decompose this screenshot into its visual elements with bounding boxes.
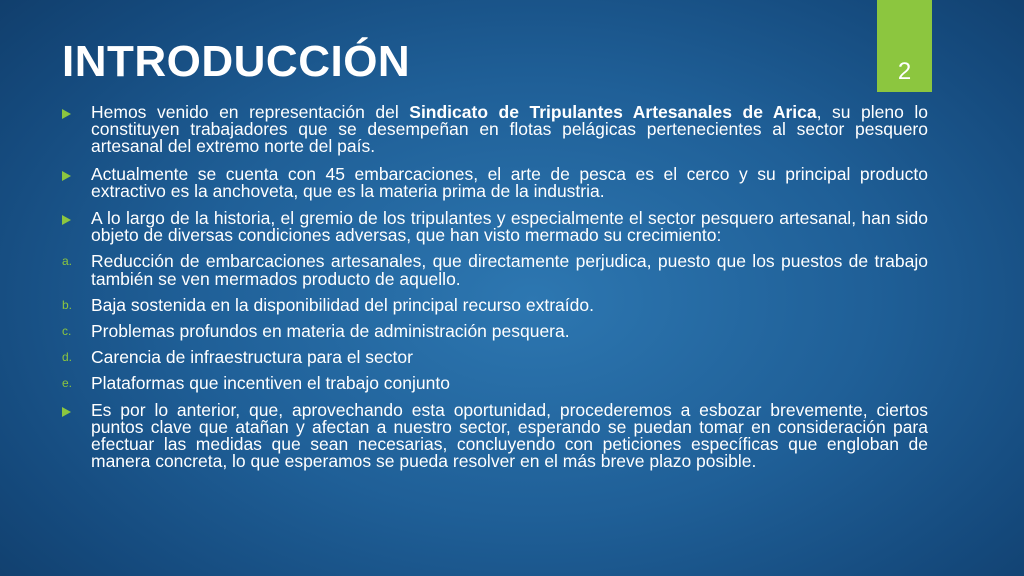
sublist-letter: b.	[62, 297, 73, 312]
sublist-text: Problemas profundos en materia de administración pesquera.	[91, 321, 570, 342]
sublist-letter: c.	[62, 324, 72, 339]
bullet-text-bold: Sindicato de Tripulantes Artesanales de Arica	[409, 102, 817, 122]
sublist-text: Reducción de embarcaciones artesanales, que directamente perjudica, puesto que los puestos de trabajo también se ven mermados producto de aquello.	[91, 251, 928, 289]
bullet-item	[62, 104, 928, 156]
bullet-item	[62, 210, 928, 244]
sublist-item	[62, 323, 928, 340]
sublist-letter: a.	[62, 254, 73, 269]
sublist-item	[62, 253, 928, 287]
sublist-letter: e.	[62, 376, 73, 391]
sublist-item	[62, 349, 928, 366]
bullet-item	[62, 399, 928, 472]
page-number-tab	[877, 0, 932, 92]
bullet-text-part: , su pleno lo constituyen trabajadores que se desempeñan en flotas pelágicas pertenecientes al sector pesquero artesanal del extremo norte del país.	[91, 102, 928, 157]
sublist-text: Plataformas que incentiven el trabajo conjunto	[91, 373, 450, 394]
slide-title: INTRODUCCIÓN	[62, 37, 411, 86]
slide-body	[62, 104, 928, 480]
bullet-text	[91, 104, 928, 156]
triangle-bullet-icon	[62, 109, 71, 119]
sublist-item	[62, 375, 928, 392]
bullet-text: Actualmente se cuenta con 45 embarcaciones, el arte de pesca es el cerco y su principal producto extractivo es la anchoveta, que es la materia prima de la industria.	[91, 163, 928, 201]
bullet-text-part: Hemos venido en representación del	[91, 102, 410, 122]
triangle-bullet-icon	[62, 407, 71, 417]
page-number: 2	[897, 58, 912, 85]
sublist-text: Baja sostenida en la disponibilidad del principal recurso extraído.	[91, 294, 594, 315]
sublist-text: Carencia de infraestructura para el sector	[91, 347, 413, 368]
triangle-bullet-icon	[62, 171, 71, 181]
triangle-bullet-icon	[62, 215, 71, 225]
bullet-text: Es por lo anterior, que, aprovechando esta oportunidad, procederemos a esbozar brevemente, ciertos puntos clave que atañan y afectan a nuestro sector, esperando se puedan tomar en consideración para efectuar las medidas que sean necesarias, concluyendo con peticiones específicas que engloban de manera concreta, lo que esperamos se pueda resolver en el más breve plazo posible.	[91, 399, 928, 472]
sublist-letter: d.	[62, 350, 73, 365]
bullet-text: A lo largo de la historia, el gremio de los tripulantes y especialmente el sector pesquero artesanal, han sido objeto de diversas condiciones adversas, que han visto mermado su crecimiento:	[91, 208, 928, 246]
bullet-item	[62, 163, 928, 201]
sublist-item	[62, 294, 928, 315]
